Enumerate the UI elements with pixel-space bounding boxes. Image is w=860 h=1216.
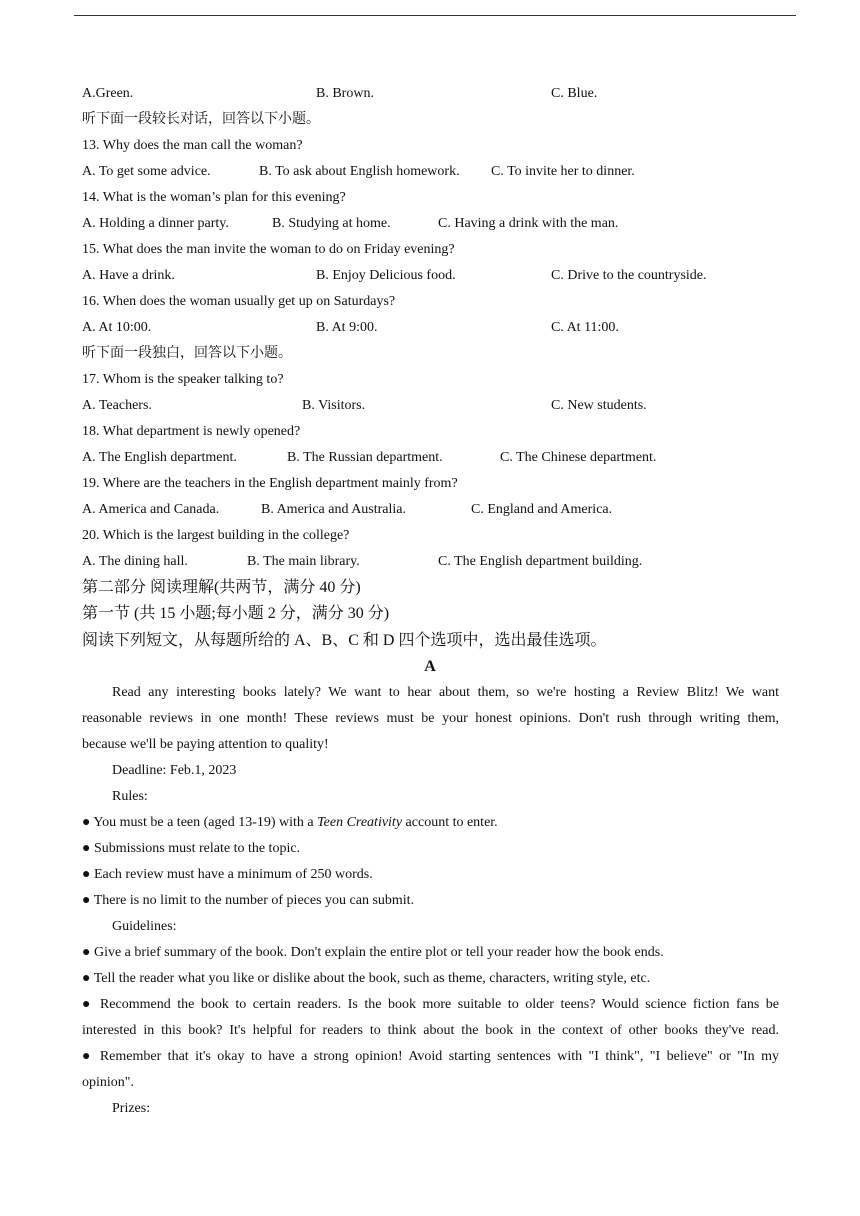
section1-heading: 第一节 (共 15 小题;每小题 2 分，满分 30 分) [82,605,390,622]
q15-option-c: C. Drive to the countryside. [551,268,707,283]
q19-option-c: C. England and America. [471,502,613,517]
instruction-monologue: 听下面一段独白，回答以下小题。 [82,346,292,361]
q13-option-c: C. To invite her to dinner. [491,164,635,179]
rule-1-account-name: Teen Creativity [317,815,403,830]
q18-option-a: A. The English department. [82,450,237,465]
q15-option-b: B. Enjoy Delicious food. [316,268,456,283]
prizes-label: Prizes: [112,1101,151,1116]
q20-option-c: C. The English department building. [438,554,643,569]
guidelines-label: Guidelines: [112,919,177,934]
passage-letter: A [424,658,436,675]
rule-3: ● Each review must have a minimum of 250 words. [82,867,373,882]
rule-1-tail: account to enter. [402,815,498,830]
guideline-2: ● Tell the reader what you like or dislike about the book, such as theme, characters, writing style, etc. [82,971,651,986]
rules-label: Rules: [112,789,148,804]
q19-option-a: A. America and Canada. [82,502,220,517]
q15-question: 15. What does the man invite the woman to do on Friday evening? [82,242,455,257]
q12-option-b: B. Brown. [316,86,374,101]
rule-2: ● Submissions must relate to the topic. [82,841,301,856]
guideline-1: ● Give a brief summary of the book. Don't explain the entire plot or tell your reader how the book ends. [82,945,664,960]
q17-option-c: C. New students. [551,398,647,413]
q20-question: 20. Which is the largest building in the college? [82,528,350,543]
q14-question: 14. What is the woman’s plan for this evening? [82,190,346,205]
guideline-4-line-1: ● Remember that it's okay to have a strong opinion! Avoid starting sentences with "I think", "I believe" or "In my [82,1049,779,1064]
intro-line-2: reasonable reviews in one month! These reviews must be your honest opinions. Don't rush through writing them, [82,711,779,726]
header-rule [74,15,796,16]
q14-option-b: B. Studying at home. [272,216,391,231]
guideline-4-line-2: opinion". [82,1075,134,1090]
q18-option-c: C. The Chinese department. [500,450,657,465]
guideline-3-line-1: ● Recommend the book to certain readers. Is the book more suitable to older teens? Would science fiction fans be [82,997,779,1012]
guideline-3-line-2: interested in this book? It's helpful for readers to think about the book in the context of other books they've read. [82,1023,779,1038]
intro-line-1: Read any interesting books lately? We want to hear about them, so we're hosting a Review Blitz! We want [112,685,779,700]
instruction-dialogue: 听下面一段较长对话，回答以下小题。 [82,112,320,127]
rule-1 [82,815,498,831]
q14-option-a: A. Holding a dinner party. [82,216,229,231]
q13-question: 13. Why does the man call the woman? [82,138,303,153]
q16-option-b: B. At 9:00. [316,320,378,335]
q16-question: 16. When does the woman usually get up on Saturdays? [82,294,396,309]
q13-option-a: A. To get some advice. [82,164,211,179]
q16-option-a: A. At 10:00. [82,320,152,335]
q14-option-c: C. Having a drink with the man. [438,216,619,231]
q13-option-b: B. To ask about English homework. [259,164,460,179]
q19-question: 19. Where are the teachers in the English department mainly from? [82,476,458,491]
part2-heading: 第二部分 阅读理解(共两节，满分 40 分) [82,579,361,596]
q17-option-a: A. Teachers. [82,398,152,413]
q18-question: 18. What department is newly opened? [82,424,301,439]
q16-option-c: C. At 11:00. [551,320,619,335]
rule-4: ● There is no limit to the number of pieces you can submit. [82,893,415,908]
q12-option-c: C. Blue. [551,86,598,101]
deadline: Deadline: Feb.1, 2023 [112,763,237,778]
q18-option-b: B. The Russian department. [287,450,443,465]
rule-1-text: ● You must be a teen (aged 13-19) with a [82,815,318,830]
q15-option-a: A. Have a drink. [82,268,175,283]
reading-instruction: 阅读下列短文，从每题所给的 A、B、C 和 D 四个选项中，选出最佳选项。 [82,632,607,649]
q20-option-a: A. The dining hall. [82,554,188,569]
q17-option-b: B. Visitors. [302,398,366,413]
q12-option-a: A.Green. [82,86,134,101]
q20-option-b: B. The main library. [247,554,360,569]
q17-question: 17. Whom is the speaker talking to? [82,372,284,387]
intro-line-3: because we'll be paying attention to quality! [82,737,329,752]
q19-option-b: B. America and Australia. [261,502,407,517]
